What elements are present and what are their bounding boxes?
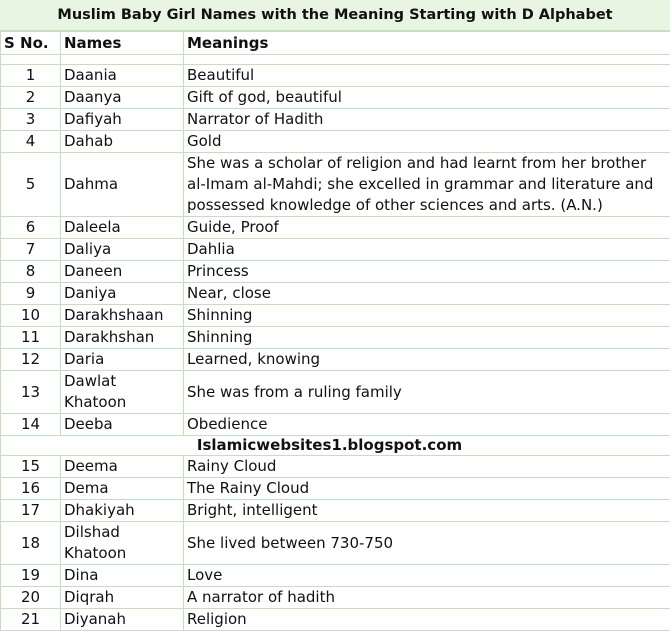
cell-sno: 20 <box>1 587 61 609</box>
table-body-second <box>1 456 670 631</box>
cell-meaning: Gift of god, beautiful <box>184 87 670 109</box>
table-body-first <box>1 55 670 436</box>
cell-meaning: Shinning <box>184 327 670 349</box>
cell-sno: 8 <box>1 261 61 283</box>
cell-sno: 17 <box>1 500 61 522</box>
cell-sno: 5 <box>1 153 61 217</box>
cell-name: Dafiyah <box>61 109 184 131</box>
cell-sno: 15 <box>1 456 61 478</box>
cell-meaning: She lived between 730-750 <box>184 522 670 565</box>
table-row <box>1 87 670 109</box>
cell-sno: 2 <box>1 87 61 109</box>
cell-sno: 7 <box>1 239 61 261</box>
cell-sno: 4 <box>1 131 61 153</box>
cell-name: Deema <box>61 456 184 478</box>
spacer-row <box>1 55 670 65</box>
cell-sno: 21 <box>1 609 61 631</box>
table-row <box>1 500 670 522</box>
cell-meaning: Obedience <box>184 414 670 436</box>
cell-sno: 16 <box>1 478 61 500</box>
table-row <box>1 609 670 631</box>
table-row <box>1 478 670 500</box>
cell-sno: 13 <box>1 371 61 414</box>
cell-sno: 11 <box>1 327 61 349</box>
cell-name: Darakhshaan <box>61 305 184 327</box>
table-row <box>1 371 670 414</box>
table-row <box>1 305 670 327</box>
cell-name: Daria <box>61 349 184 371</box>
table-row <box>1 349 670 371</box>
page-title: Muslim Baby Girl Names with the Meaning Starting with D Alphabet <box>0 0 670 31</box>
cell-meaning: Beautiful <box>184 65 670 87</box>
cell-name: Daania <box>61 65 184 87</box>
cell-name: Dahab <box>61 131 184 153</box>
table-row <box>1 565 670 587</box>
table-row <box>1 587 670 609</box>
cell-name: Dahma <box>61 153 184 217</box>
header-meanings: Meanings <box>184 32 670 55</box>
cell-sno: 1 <box>1 65 61 87</box>
table-row <box>1 239 670 261</box>
cell-name: Daniya <box>61 283 184 305</box>
cell-sno: 18 <box>1 522 61 565</box>
table-row <box>1 327 670 349</box>
cell-sno: 6 <box>1 217 61 239</box>
table-row <box>1 109 670 131</box>
cell-meaning: Love <box>184 565 670 587</box>
cell-name: Dilshad Khatoon <box>61 522 184 565</box>
cell-sno: 14 <box>1 414 61 436</box>
table-row <box>1 153 670 217</box>
table-row <box>1 283 670 305</box>
table-row <box>1 217 670 239</box>
table-row <box>1 261 670 283</box>
cell-meaning: Dahlia <box>184 239 670 261</box>
watermark-section <box>1 436 670 456</box>
cell-meaning: Narrator of Hadith <box>184 109 670 131</box>
cell-meaning: She was from a ruling family <box>184 371 670 414</box>
cell-sno: 9 <box>1 283 61 305</box>
cell-name: Dawlat Khatoon <box>61 371 184 414</box>
cell-sno: 10 <box>1 305 61 327</box>
table-row <box>1 456 670 478</box>
cell-meaning: A narrator of hadith <box>184 587 670 609</box>
cell-name: Deeba <box>61 414 184 436</box>
cell-meaning: Religion <box>184 609 670 631</box>
watermark-row <box>1 436 670 456</box>
cell-meaning: Rainy Cloud <box>184 456 670 478</box>
cell-name: Daliya <box>61 239 184 261</box>
cell-meaning: She was a scholar of religion and had learnt from her brother al-Imam al-Mahdi; she excelled in grammar and literature and possessed knowledge of other sciences and arts. (A.N.) <box>184 153 670 217</box>
cell-meaning: The Rainy Cloud <box>184 478 670 500</box>
cell-meaning: Princess <box>184 261 670 283</box>
cell-name: Dema <box>61 478 184 500</box>
watermark-text: Islamicwebsites1.blogspot.com <box>197 436 462 454</box>
cell-sno: 3 <box>1 109 61 131</box>
cell-name: Darakhshan <box>61 327 184 349</box>
names-table <box>0 31 670 631</box>
header-sno: S No. <box>1 32 61 55</box>
cell-meaning: Gold <box>184 131 670 153</box>
cell-sno: 19 <box>1 565 61 587</box>
cell-meaning: Learned, knowing <box>184 349 670 371</box>
cell-name: Diqrah <box>61 587 184 609</box>
table-row <box>1 414 670 436</box>
cell-meaning: Shinning <box>184 305 670 327</box>
header-names: Names <box>61 32 184 55</box>
cell-meaning: Guide, Proof <box>184 217 670 239</box>
cell-name: Diyanah <box>61 609 184 631</box>
cell-meaning: Bright, intelligent <box>184 500 670 522</box>
table-row <box>1 131 670 153</box>
cell-name: Dina <box>61 565 184 587</box>
table-row <box>1 522 670 565</box>
cell-sno: 12 <box>1 349 61 371</box>
cell-name: Daleela <box>61 217 184 239</box>
cell-name: Dhakiyah <box>61 500 184 522</box>
cell-name: Daanya <box>61 87 184 109</box>
cell-meaning: Near, close <box>184 283 670 305</box>
cell-name: Daneen <box>61 261 184 283</box>
table-header-row <box>1 32 670 55</box>
table-row <box>1 65 670 87</box>
